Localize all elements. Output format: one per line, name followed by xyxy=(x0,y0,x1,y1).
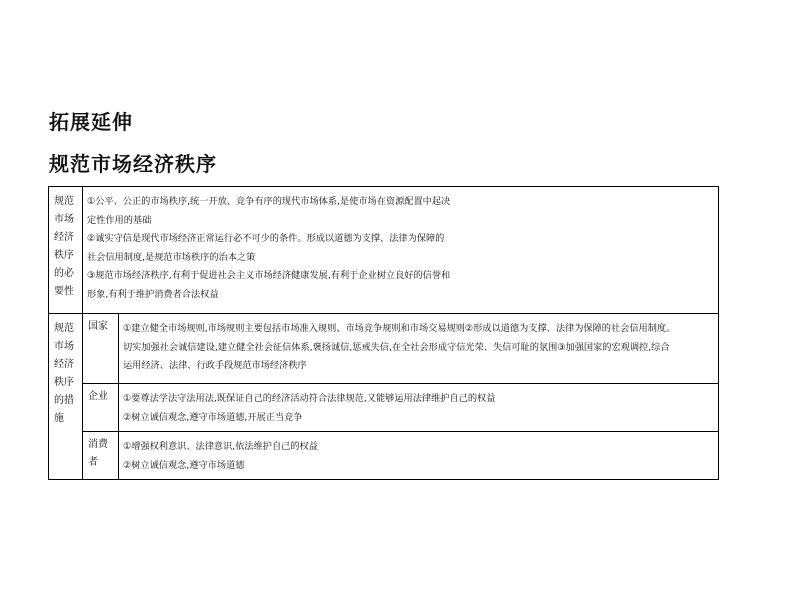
sub-label-enterprise: 企业 xyxy=(83,384,119,432)
table-row-measures-consumer xyxy=(49,432,719,480)
row-label-measures: 规范 市场 经济 秩序 的措 施 xyxy=(49,314,83,480)
sub-label-state: 国家 xyxy=(83,314,119,384)
row-label-necessity: 规范 市场 经济 秩序 的必 要性 xyxy=(49,187,83,314)
section-subheading: 规范市场经济秩序 xyxy=(49,152,217,176)
section-heading: 拓展延伸 xyxy=(49,110,133,134)
sub-content-consumer: ①增强权利意识、法律意识,依法维护自己的权益 ②树立诚信观念,遵守市场道德 xyxy=(119,432,719,480)
sub-label-consumer: 消费 者 xyxy=(83,432,119,480)
sub-content-enterprise: ①要尊法学法守法用法,既保证自己的经济活动符合法律规范,又能够运用法律维护自己的权益 ②树立诚信观念,遵守市场道德,开展正当竞争 xyxy=(119,384,719,432)
market-order-table xyxy=(48,186,719,480)
table-row-necessity xyxy=(49,187,719,314)
table-row-measures-state xyxy=(49,314,719,384)
row-content-necessity: ①公平、公正的市场秩序,统一开放、竞争有序的现代市场体系,是使市场在资源配置中起决 定性作用的基础 ②诚实守信是现代市场经济正常运行必不可少的条件。形成以道德为支撑、法律为保障的 社会信用制度,是规范市场秩序的治本之策 ③规范市场经济秩序,有利于促进社会主义市场经济健康发展,有利于企业树立良好的信誉和 形象,有利于维护消费者合法权益 xyxy=(83,187,719,314)
table-row-measures-enterprise xyxy=(49,384,719,432)
sub-content-state: ①建立健全市场规则,市场规则主要包括市场准入规则、市场竞争规则和市场交易规则②形成以道德为支撑、法律为保障的社会信用制度。 切实加强社会诚信建设,建立健全社会征信体系,褒扬诚信,惩戒失信,在全社会形成守信光荣、失信可耻的氛围③加强国家的宏观调控,综合 运用经济、法律、行政手段规范市场经济秩序 xyxy=(119,314,719,384)
